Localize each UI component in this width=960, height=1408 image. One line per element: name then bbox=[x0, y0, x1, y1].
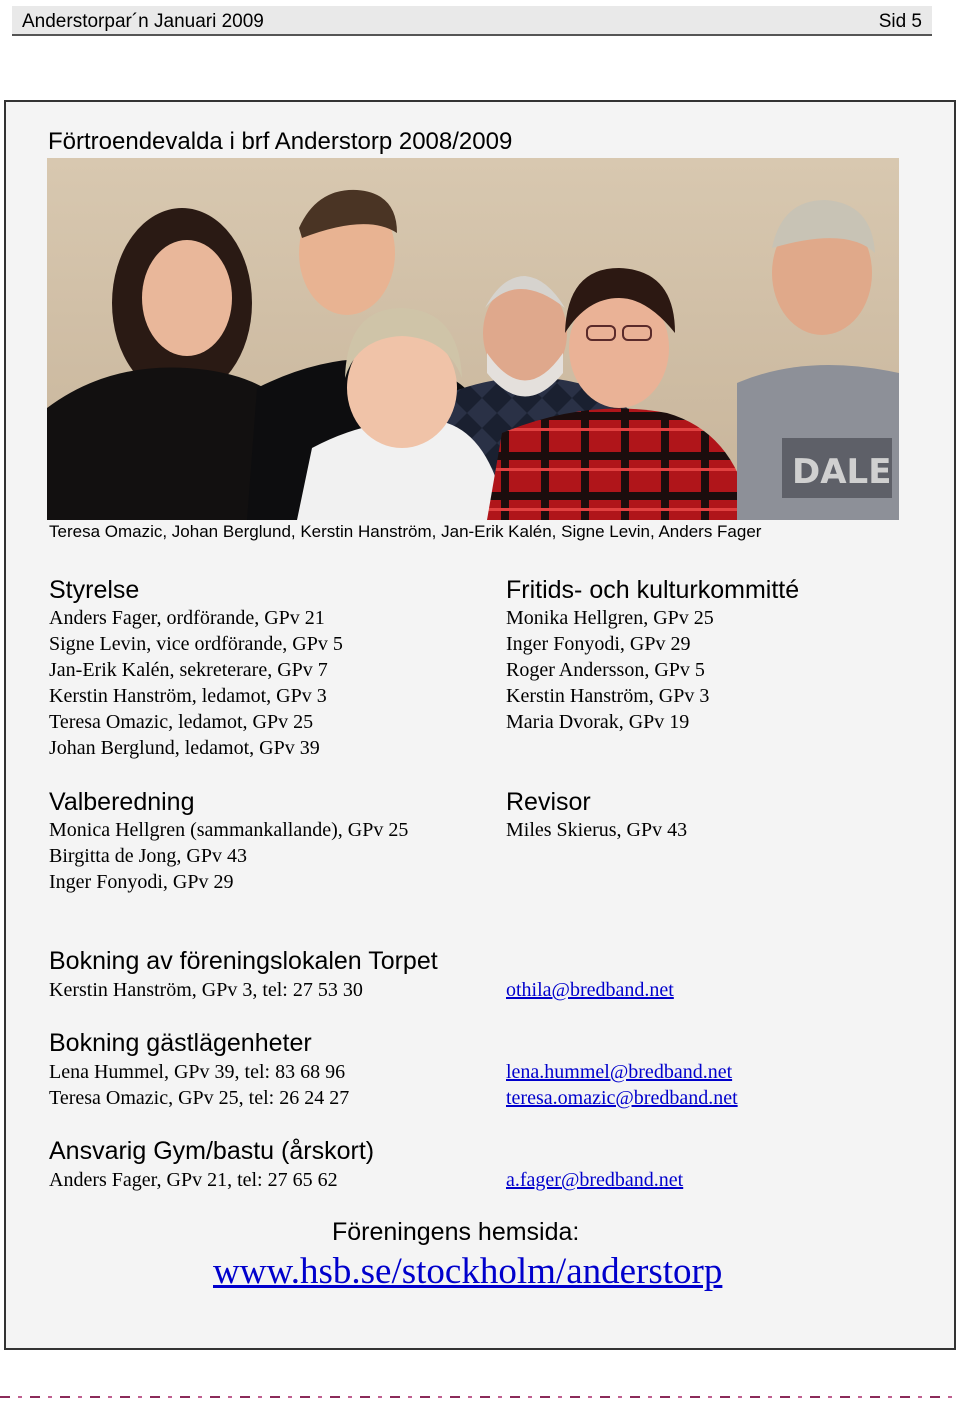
list-item: Anders Fager, ordförande, GPv 21 bbox=[49, 607, 325, 629]
styrelse-heading: Styrelse bbox=[49, 576, 140, 604]
list-item: Inger Fonyodi, GPv 29 bbox=[506, 633, 691, 655]
styrelse-list bbox=[49, 605, 343, 761]
list-item: Roger Andersson, GPv 5 bbox=[506, 659, 705, 681]
gast-contact: Teresa Omazic, GPv 25, tel: 26 24 27 bbox=[49, 1087, 350, 1109]
valberedning-list bbox=[49, 817, 408, 895]
list-item: Johan Berglund, ledamot, GPv 39 bbox=[49, 737, 320, 759]
list-item: Inger Fonyodi, GPv 29 bbox=[49, 871, 234, 893]
torpet-email-link[interactable]: othila@bredband.net bbox=[506, 979, 674, 1001]
revisor-heading: Revisor bbox=[506, 788, 591, 816]
gast-email-link[interactable]: lena.hummel@bredband.net bbox=[506, 1061, 733, 1083]
list-item: Maria Dvorak, GPv 19 bbox=[506, 711, 690, 733]
list-item: Kerstin Hanström, ledamot, GPv 3 bbox=[49, 685, 327, 707]
gast-heading: Bokning gästlägenheter bbox=[49, 1029, 312, 1057]
list-item: Signe Levin, vice ordförande, GPv 5 bbox=[49, 633, 343, 655]
list-item: Teresa Omazic, ledamot, GPv 25 bbox=[49, 711, 314, 733]
fritids-heading: Fritids- och kulturkommitté bbox=[506, 576, 800, 604]
list-item: Monika Hellgren, GPv 25 bbox=[506, 607, 714, 629]
list-item: Miles Skierus, GPv 43 bbox=[506, 819, 688, 841]
newsletter-title: Anderstorpar´n Januari 2009 bbox=[22, 11, 264, 32]
list-item: Birgitta de Jong, GPv 43 bbox=[49, 845, 247, 867]
revisor-list bbox=[506, 817, 687, 843]
page-number: Sid 5 bbox=[878, 11, 922, 32]
page-header bbox=[12, 6, 932, 36]
footer-divider bbox=[0, 1396, 960, 1398]
list-item: Kerstin Hanström, GPv 3 bbox=[506, 685, 710, 707]
list-item: Jan-Erik Kalén, sekreterare, GPv 7 bbox=[49, 659, 328, 681]
hemsida-link[interactable]: www.hsb.se/stockholm/anderstorp bbox=[213, 1251, 723, 1292]
torpet-contact: Kerstin Hanström, GPv 3, tel: 27 53 30 bbox=[49, 979, 363, 1001]
gast-email-link[interactable]: teresa.omazic@bredband.net bbox=[506, 1087, 738, 1109]
gast-contact: Lena Hummel, GPv 39, tel: 83 68 96 bbox=[49, 1061, 346, 1083]
fritids-list bbox=[506, 605, 714, 735]
hemsida-label: Föreningens hemsida: bbox=[332, 1218, 580, 1246]
gym-contact: Anders Fager, GPv 21, tel: 27 65 62 bbox=[49, 1169, 338, 1191]
valberedning-heading: Valberedning bbox=[49, 788, 195, 816]
gym-email-link[interactable]: a.fager@bredband.net bbox=[506, 1169, 684, 1191]
gym-heading: Ansvarig Gym/bastu (årskort) bbox=[49, 1137, 375, 1165]
photo-caption: Teresa Omazic, Johan Berglund, Kerstin Hanström, Jan-Erik Kalén, Signe Levin, Anders Fager bbox=[49, 522, 762, 541]
sweater-print: DALE bbox=[792, 452, 892, 492]
list-item: Monica Hellgren (sammankallande), GPv 25 bbox=[49, 819, 409, 841]
group-photo bbox=[47, 158, 899, 520]
torpet-heading: Bokning av föreningslokalen Torpet bbox=[49, 947, 438, 975]
page-title: Förtroendevalda i brf Anderstorp 2008/2009 bbox=[48, 128, 513, 155]
